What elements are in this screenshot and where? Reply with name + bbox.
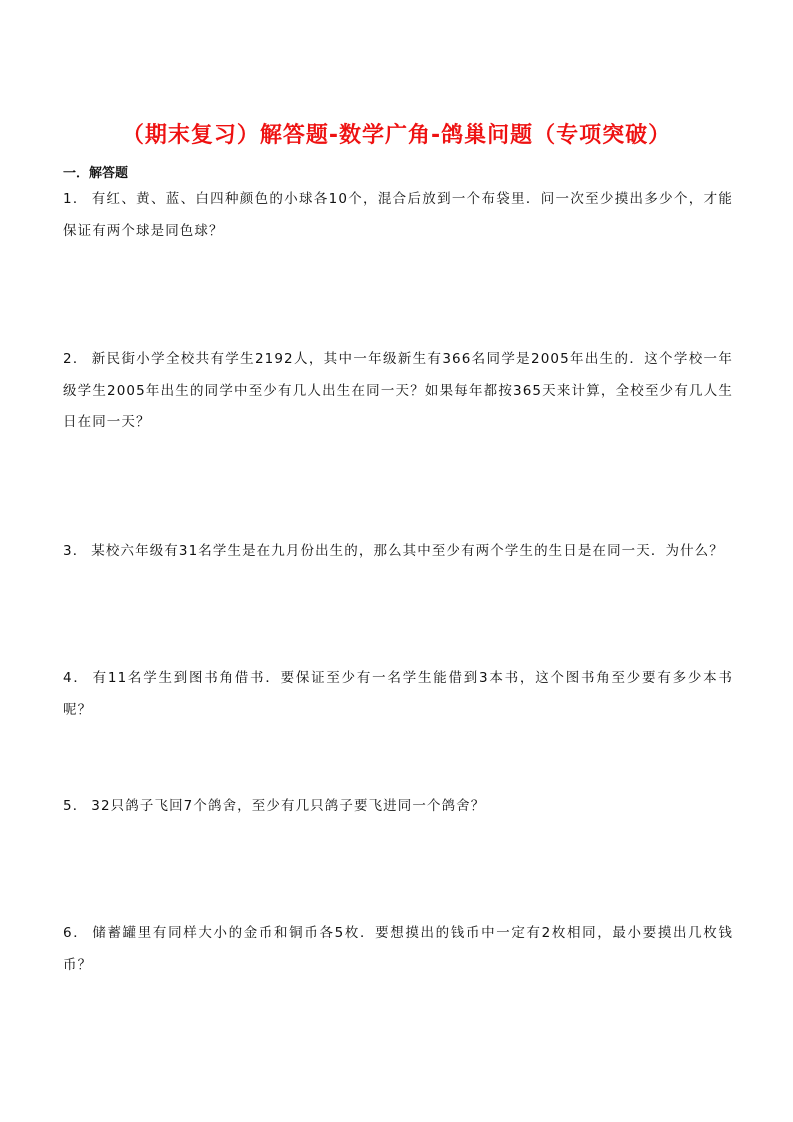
question-number: 5． bbox=[63, 798, 88, 814]
question-2 bbox=[63, 344, 733, 439]
question-number: 4． bbox=[63, 670, 89, 686]
question-text: 32只鸽子飞回7个鸽舍，至少有几只鸽子要飞进同一个鸽舍？ bbox=[91, 798, 486, 814]
document-title: （期末复习）解答题-数学广角-鸽巢问题（专项突破） bbox=[121, 123, 672, 148]
question-number: 6． bbox=[63, 925, 89, 941]
question-text: 新民街小学全校共有学生2192人，其中一年级新生有366名同学是2005年出生的．这个学校一年级学生2005年出生的同学中至少有几人出生在同一天？如果每年都按365天来计算，全校至少有几人生日在同一天？ bbox=[63, 351, 733, 430]
section-heading: 一．解答题 bbox=[63, 166, 129, 181]
question-6 bbox=[63, 918, 733, 981]
question-number: 3． bbox=[63, 543, 88, 559]
question-number: 2． bbox=[63, 351, 88, 367]
question-text: 储蓄罐里有同样大小的金币和铜币各5枚．要想摸出的钱币中一定有2枚相同，最小要摸出几枚钱币？ bbox=[63, 925, 733, 973]
question-text: 有红、黄、蓝、白四种颜色的小球各10个，混合后放到一个布袋里．问一次至少摸出多少个，才能保证有两个球是同色球？ bbox=[63, 191, 734, 239]
question-text: 某校六年级有31名学生是在九月份出生的，那么其中至少有两个学生的生日是在同一天．为什么？ bbox=[91, 543, 724, 559]
question-4 bbox=[63, 663, 733, 726]
question-3 bbox=[63, 536, 733, 568]
question-text: 有11名学生到图书角借书．要保证至少有一名学生能借到3本书，这个图书角至少要有多少本书呢？ bbox=[63, 670, 733, 718]
question-5 bbox=[63, 791, 733, 823]
question-number: 1． bbox=[63, 191, 88, 207]
question-1 bbox=[63, 184, 733, 247]
